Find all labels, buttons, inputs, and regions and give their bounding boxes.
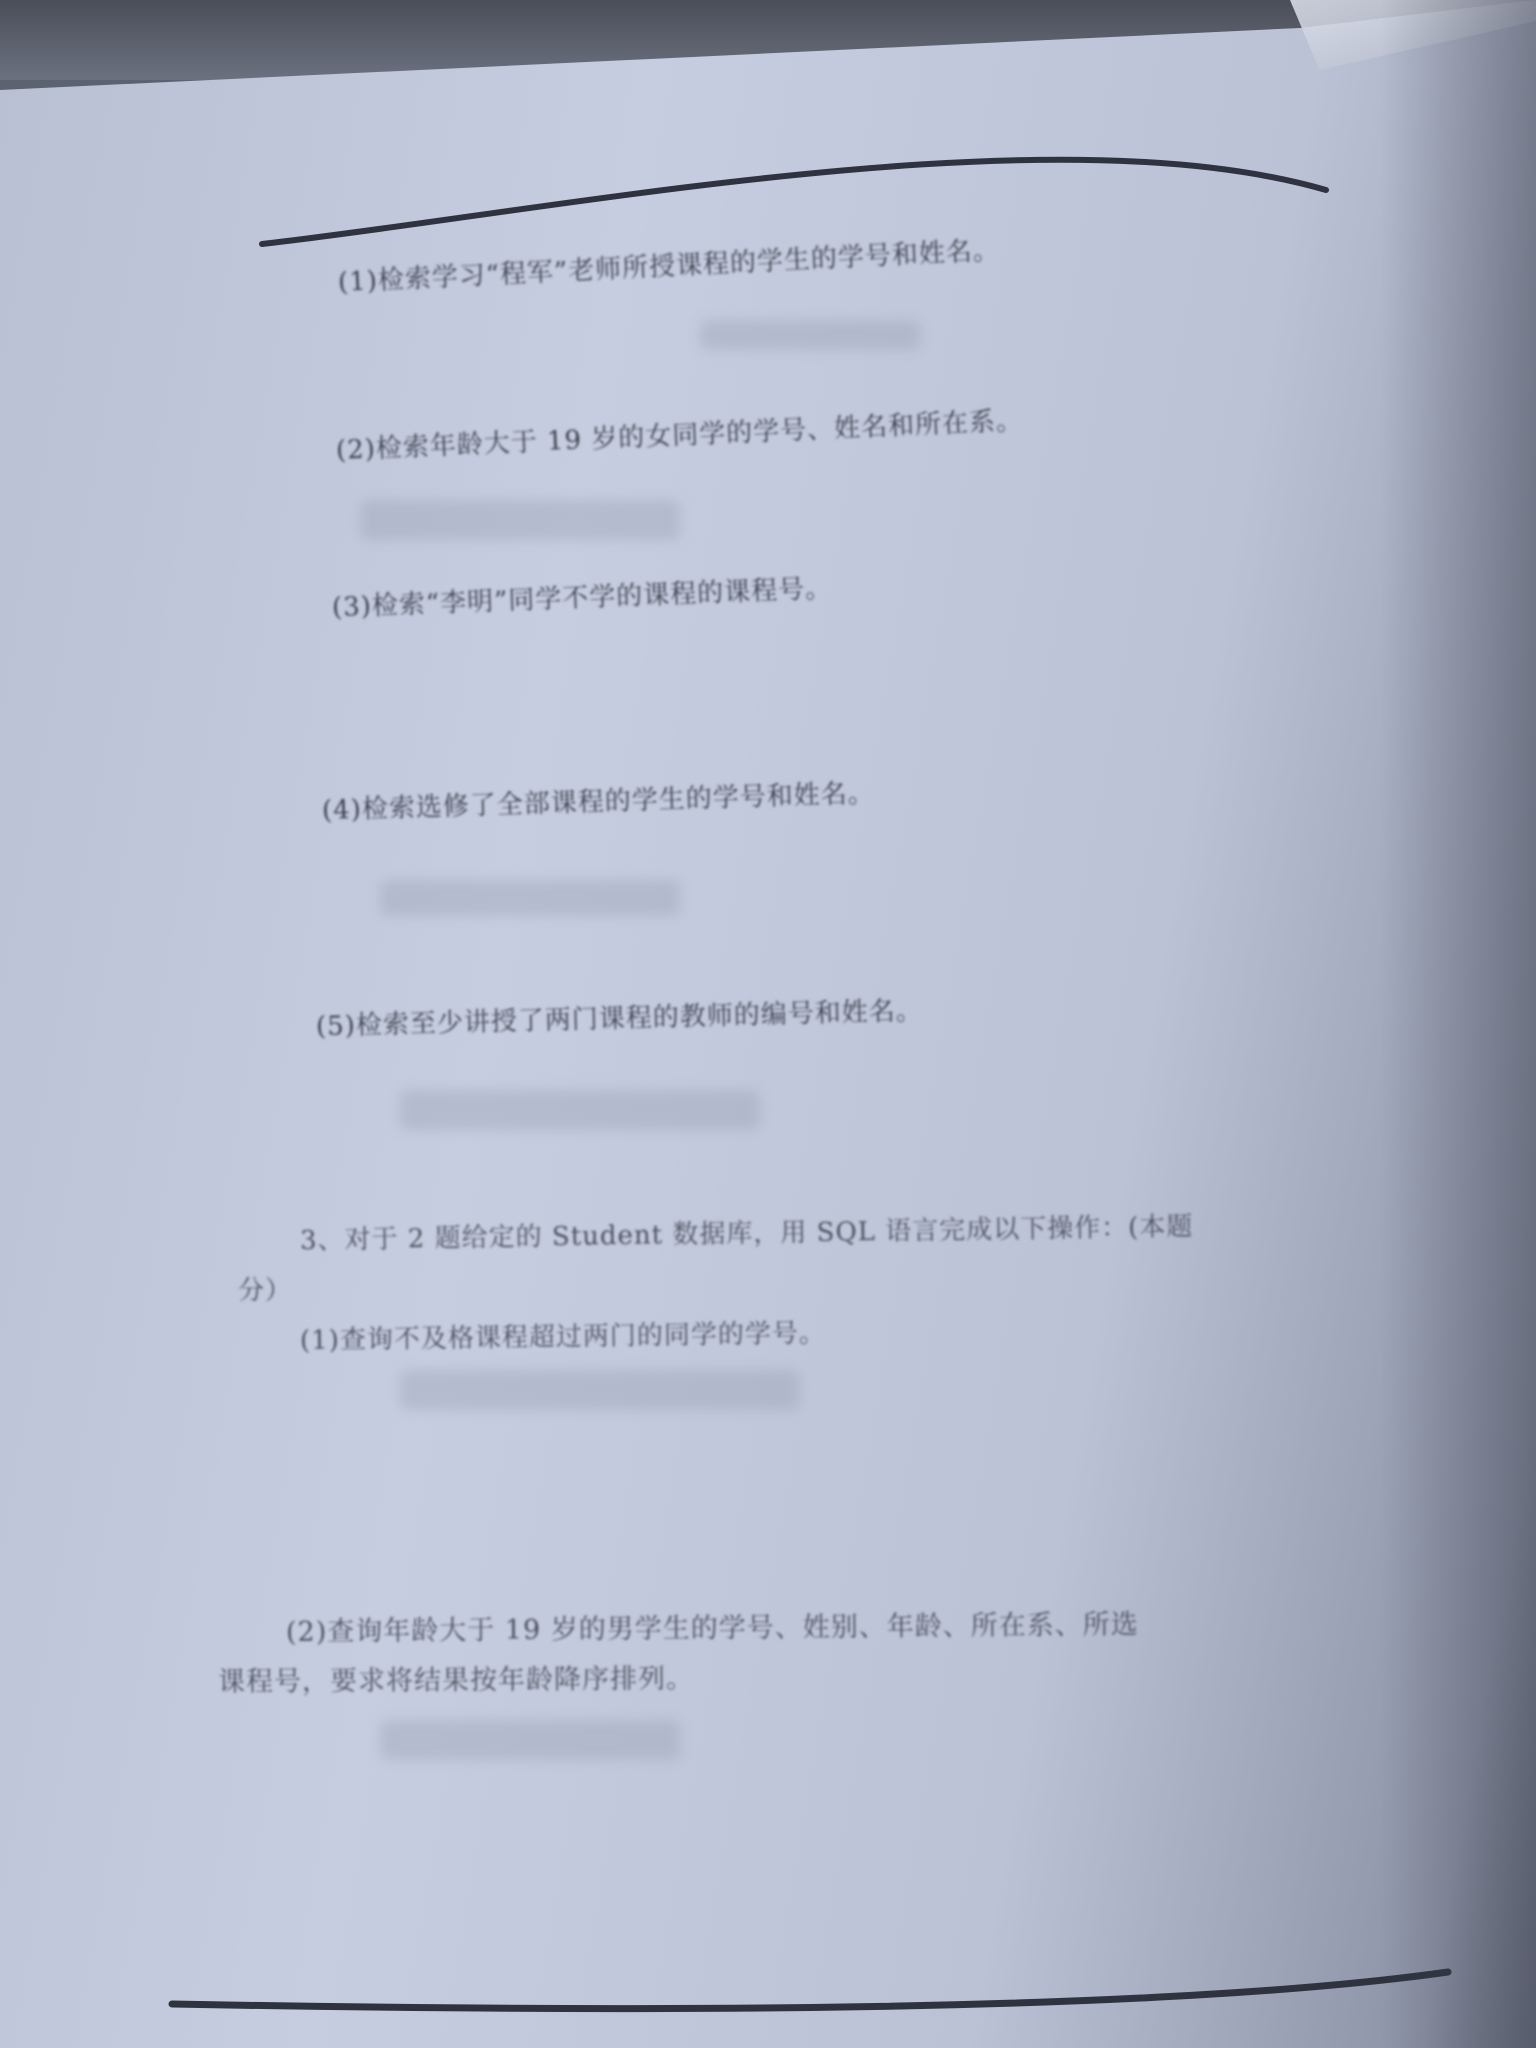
question-2-item-5: (5)检索至少讲授了两门课程的教师的编号和姓名。 [315, 996, 924, 1042]
question-3-heading: 3、对于 2 题给定的 Student 数据库，用 SQL 语言完成以下操作：(本题 [299, 1211, 1194, 1256]
edge-shadow [1380, 0, 1536, 2048]
bottom-rule [172, 1972, 1448, 2009]
faint-handwriting [700, 320, 920, 350]
faint-handwriting [360, 500, 680, 540]
question-2-item-4: (4)检索选修了全部课程的学生的学号和姓名。 [321, 778, 876, 826]
top-rule [262, 160, 1326, 244]
faint-handwriting [400, 1090, 760, 1130]
question-2-item-3: (3)检索“李明”同学不学的课程的课程号。 [331, 573, 833, 623]
faint-handwriting [380, 1720, 680, 1760]
question-3-heading-cont: 分） [238, 1276, 293, 1306]
question-3-item-1: (1)查询不及格课程超过两门的同学的学号。 [299, 1318, 827, 1356]
faint-handwriting [400, 1370, 800, 1410]
faint-handwriting [380, 880, 680, 916]
question-3-item-2: (2)查询年龄大于 19 岁的男学生的学号、姓别、年龄、所在系、所选 [285, 1609, 1139, 1648]
question-2-item-2: (2)检索年龄大于 19 岁的女同学的学号、姓名和所在系。 [335, 406, 1024, 466]
question-2-item-1: (1)检索学习“程军”老师所授课程的学生的学号和姓名。 [337, 235, 1001, 298]
question-3-item-2-cont: 课程号，要求将结果按年龄降序排列。 [217, 1663, 695, 1698]
